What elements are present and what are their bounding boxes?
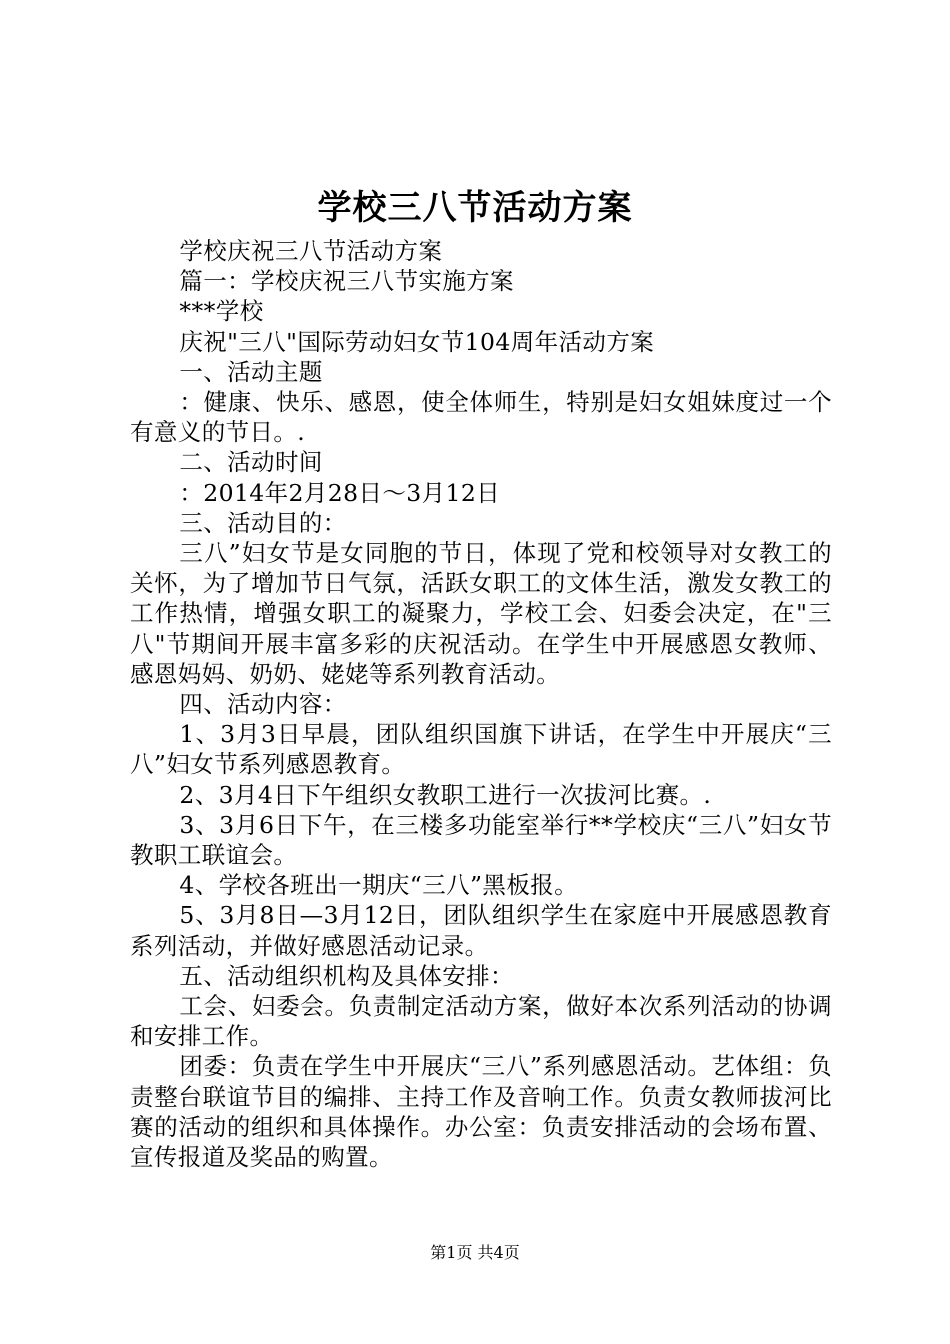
paragraph: 篇一：学校庆祝三八节实施方案 [179, 267, 514, 296]
list-item: 1、3月3日早晨，团队组织国旗下讲话，在学生中开展庆“三八”妇女节系列感恩教育。 [130, 720, 832, 779]
list-item: 5、3月8日—3月12日，团队组织学生在家庭中开展感恩教育系列活动，并做好感恩活动记录。 [130, 901, 832, 960]
section-heading: 五、活动组织机构及具体安排： [179, 961, 514, 990]
paragraph: 工会、妇委会。负责制定活动方案，做好本次系列活动的协调和安排工作。 [130, 992, 832, 1051]
paragraph: ***学校 [179, 297, 264, 326]
list-item: 2、3月4日下午组织女教职工进行一次拔河比赛。. [179, 780, 712, 809]
list-item: 3、3月6日下午，在三楼多功能室举行**学校庆“三八”妇女节教职工联谊会。 [130, 810, 832, 870]
section-heading: 一、活动主题 [179, 357, 323, 386]
paragraph: ：健康、快乐、感恩，使全体师生，特别是妇女姐妹度过一个有意义的节日。. [130, 388, 832, 447]
section-heading: 四、活动内容： [179, 690, 347, 719]
section-heading: 二、活动时间 [179, 448, 323, 477]
list-item: 4、学校各班出一期庆“三八”黑板报。 [179, 871, 579, 900]
document-title: 学校三八节活动方案 [317, 188, 633, 228]
page-footer: 第1页 共4页 [430, 1243, 520, 1262]
paragraph: 庆祝"三八"国际劳动妇女节104周年活动方案 [179, 327, 655, 356]
section-heading: 三、活动目的： [179, 508, 347, 537]
paragraph: 团委：负责在学生中开展庆“三八”系列感恩活动。艺体组：负责整台联谊节目的编排、主持工作及音响工作。负责女教师拔河比赛的活动的组织和具体操作。办公室：负责安排活动的会场布置、宣传报道及奖品的购置。 [130, 1052, 832, 1172]
paragraph: 学校庆祝三八节活动方案 [179, 237, 443, 265]
document-body [130, 236, 832, 1172]
paragraph: ：2014年2月28日～3月12日 [179, 478, 501, 507]
paragraph: 三八”妇女节是女同胞的节日，体现了党和校领导对女教工的关怀，为了增加节日气氛，活跃女职工的文体生活，激发女教工的工作热情，增强女职工的凝聚力，学校工会、妇委会决定，在"三八"节期间开展丰富多彩的庆祝活动。在学生中开展感恩女教师、感恩妈妈、奶奶、姥姥等系列教育活动。 [130, 539, 832, 688]
